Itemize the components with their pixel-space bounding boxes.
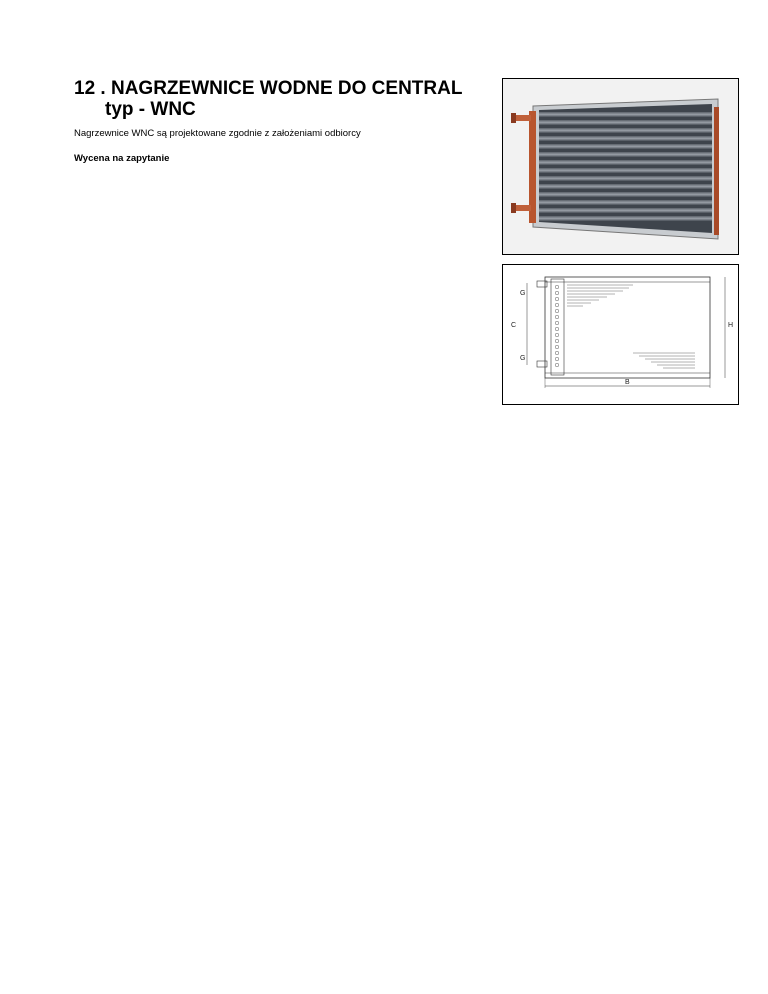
product-photo [502,78,739,255]
page-title [74,78,484,120]
dimension-label-g-top: G [520,290,526,297]
dimension-label-c: C [511,322,517,329]
pricing-note: Wycena na zapytanie [74,153,170,164]
title-line-1: 12 . NAGRZEWNICE WODNE DO CENTRAL [74,78,463,99]
product-description: Nagrzewnice WNC są projektowane zgodnie z założeniami odbiorcy [74,128,361,139]
dimension-label-g-bottom: G [520,355,526,362]
technical-drawing [502,264,739,405]
dimension-drawing [503,265,738,404]
fin-hatch-top [567,285,633,306]
dimension-label-b: B [625,379,630,386]
heater-photo-illustration [503,79,738,254]
fin-hatch-bottom [633,353,695,368]
title-line-2: typ - WNC [105,99,196,120]
dimension-label-h: H [728,322,734,329]
header-tubes [555,285,559,367]
